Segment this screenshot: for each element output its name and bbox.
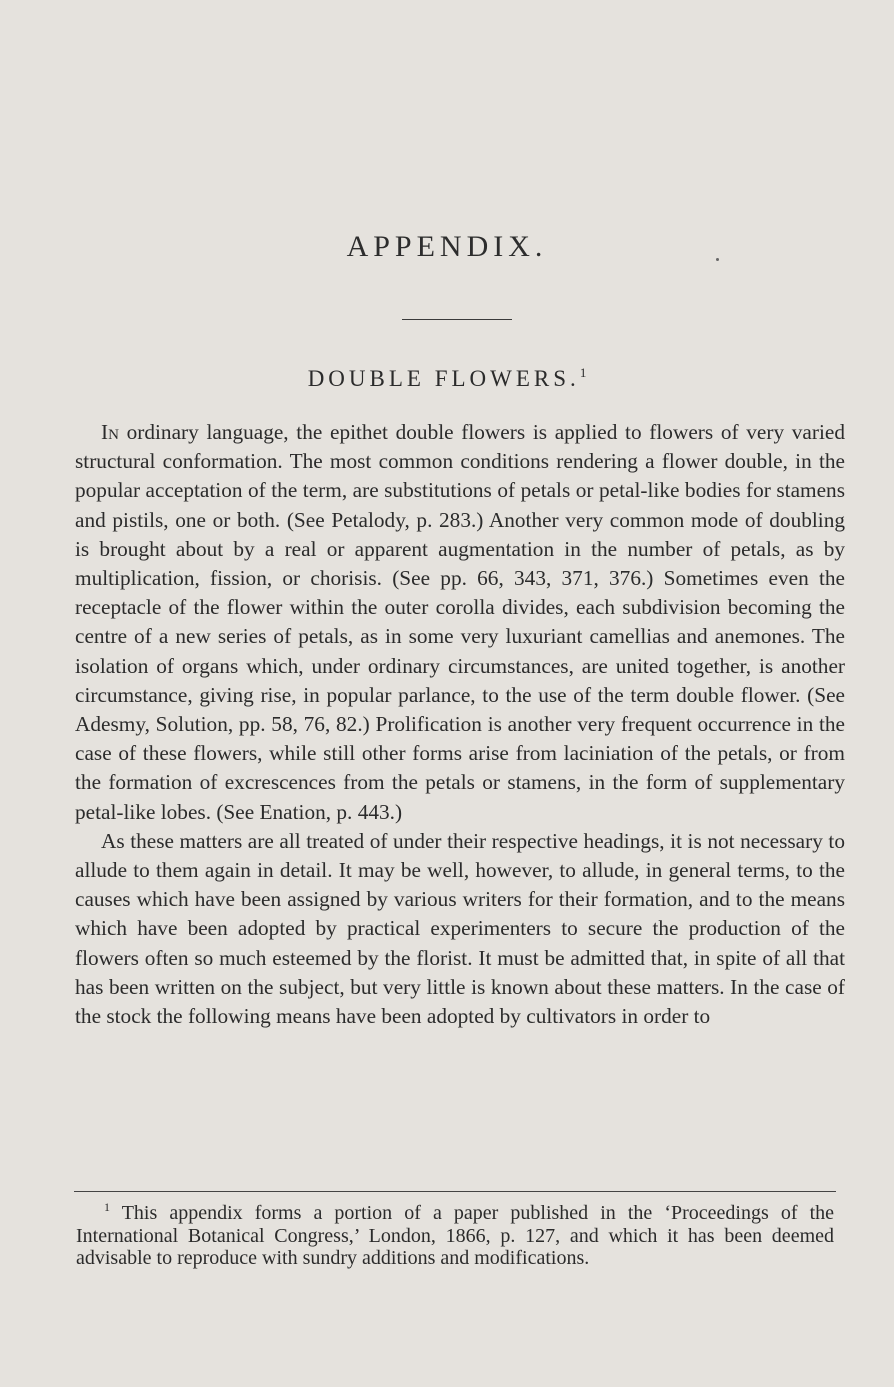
footnote-reference: 1 bbox=[579, 365, 587, 380]
section-title bbox=[0, 365, 894, 392]
footnote bbox=[76, 1196, 834, 1270]
footnote-marker: 1 bbox=[104, 1200, 110, 1214]
body-text bbox=[75, 418, 845, 1031]
paragraph-lead: In bbox=[101, 420, 119, 444]
footnote-text: This appendix forms a portion of a paper published in the ‘Proceedings of the International Botanical Congress,’ London, 1866, p. 127, and which it has been deemed advisable to reproduce with sundry additions and modifications. bbox=[76, 1202, 835, 1269]
footnote-divider bbox=[74, 1191, 836, 1192]
paragraph-text: As these matters are all treated of under their respective headings, it is not necessary to allude to them again in detail. It may be well, however, to allude, in general terms, to the causes which have been assigned by various writers for their formation, and to the means which have been adopted by practical experimenters to secure the production of the flowers often so much esteemed by the florist. It must be admitted that, in spite of all that has been written on the subject, but very little is known about these matters. In the case of the stock the following means have been adopted by cultivators in order to bbox=[75, 828, 845, 1029]
appendix-title: APPENDIX. bbox=[346, 230, 548, 263]
paragraph-2 bbox=[75, 827, 845, 1031]
section-title-text: DOUBLE FLOWERS. bbox=[307, 366, 580, 391]
title-divider bbox=[402, 319, 512, 320]
paragraph-text: ordinary language, the epithet double flowers is applied to flowers of very varied structural conformation. The most common conditions rendering a flower double, in the popular acceptation of the term, are substitutions of petals or petal-like bodies for stamens and pistils, one or both. (See Petalody, p. 283.) Another very common mode of doubling is brought about by a real or apparent augmentation in the number of petals, as by multiplication, fission, or chorisis. (See pp. 66, 343, 371, 376.) Sometimes even the receptacle of the flower within the outer corolla divides, each subdivision becoming the centre of a new series of petals, as in some very luxuriant camellias and anemones. The isolation of organs which, under ordinary circumstances, are united together, is another circumstance, giving rise, in popular parlance, to the use of the term double flower. (See Adesmy, Solution, pp. 58, 76, 82.) Prolification is another very frequent occurrence in the case of these flowers, while still other forms arise from laciniation of the petals, or from the formation of excrescences from the petals or stamens, in the form of supplementary petal-like lobes. (See Enation, p. 443.) bbox=[75, 420, 845, 824]
paragraph-1 bbox=[75, 418, 845, 827]
